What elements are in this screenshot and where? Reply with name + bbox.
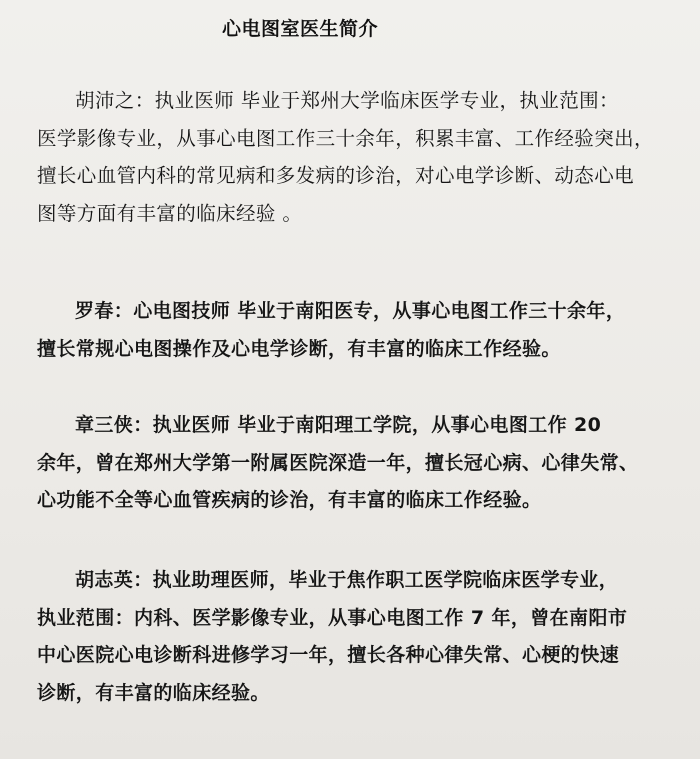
profile-luo-chun bbox=[37, 293, 677, 368]
profile-line: 图等方面有丰富的临床经验 。 bbox=[37, 201, 303, 225]
profile-line: 胡沛之：执业医师 毕业于郑州大学临床医学专业，执业范围： bbox=[75, 89, 619, 112]
profile-line: 医学影像专业，从事心电图工作三十余年，积累丰富、工作经验突出， bbox=[37, 126, 654, 150]
profile-zhang-sanxia bbox=[37, 407, 677, 520]
profile-line: 余年，曾在郑州大学第一附属医院深造一年，擅长冠心病、心律失常、 bbox=[37, 451, 639, 474]
profile-line: 擅长常规心电图操作及心电学诊断，有丰富的临床工作经验。 bbox=[37, 337, 561, 360]
profile-line: 章三侠：执业医师 毕业于南阳理工学院，从事心电图工作 20 bbox=[75, 414, 602, 436]
profile-line: 心功能不全等心血管疾病的诊治，有丰富的临床工作经验。 bbox=[37, 489, 542, 511]
page-title: 心电图室医生简介 bbox=[222, 18, 379, 40]
profile-hu-zhiying bbox=[37, 562, 677, 712]
profile-line: 中心医院心电诊断科进修学习一年，擅长各种心律失常、心梗的快速 bbox=[37, 644, 620, 666]
profile-line: 胡志英：执业助理医师，毕业于焦作职工医学院临床医学专业， bbox=[75, 569, 619, 591]
profile-line: 擅长心血管内科的常见病和多发病的诊治，对心电学诊断、动态心电 bbox=[37, 164, 635, 187]
profile-hu-peizhi bbox=[37, 82, 677, 232]
profile-line: 诊断，有丰富的临床经验。 bbox=[37, 681, 270, 704]
profile-line: 罗春：心电图技师 毕业于南阳医专，从事心电图工作三十余年， bbox=[75, 300, 626, 322]
profile-line: 执业范围：内科、医学影像专业，从事心电图工作 7 年，曾在南阳市 bbox=[37, 606, 628, 629]
